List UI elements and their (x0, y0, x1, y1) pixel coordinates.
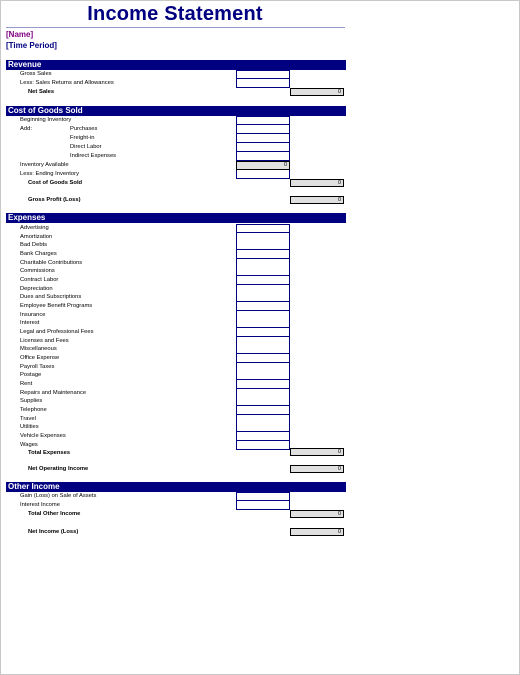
expense-label: Commissions (20, 268, 55, 275)
expense-label: Charitable Contributions (20, 259, 83, 266)
expense-input[interactable] (236, 267, 290, 276)
expense-input[interactable] (236, 423, 290, 432)
expense-label: Vehicle Expenses (20, 432, 66, 439)
gain-loss-input[interactable] (236, 492, 290, 501)
expense-label: Advertising (20, 225, 49, 231)
indirect-expenses-input[interactable] (236, 152, 290, 161)
expense-input[interactable] (236, 432, 290, 441)
expense-label: Supplies (20, 398, 43, 405)
expense-label: Licenses and Fees (20, 337, 69, 344)
expense-input[interactable] (236, 389, 290, 398)
sales-returns-input[interactable] (236, 79, 290, 88)
direct-labor-label: Direct Labor (70, 144, 102, 150)
interest-income-label: Interest Income (20, 502, 60, 508)
add-label: Add: (20, 126, 32, 132)
expense-input[interactable] (236, 354, 290, 363)
expense-input[interactable] (236, 250, 290, 259)
net-sales-total: 0 (290, 88, 344, 96)
expense-label: Utilities (20, 424, 39, 431)
total-expenses: 0 (290, 448, 344, 456)
expense-label: Legal and Professional Fees (20, 328, 94, 335)
expense-input[interactable] (236, 293, 290, 302)
expense-input[interactable] (236, 241, 290, 250)
expense-label: Telephone (20, 406, 47, 413)
expense-label: Payroll Taxes (20, 363, 55, 370)
expense-label: Bank Charges (20, 250, 57, 257)
expense-input[interactable] (236, 328, 290, 337)
expense-input[interactable] (236, 415, 290, 424)
name-placeholder[interactable]: [Name] (6, 30, 34, 39)
expense-label: Depreciation (20, 285, 53, 292)
other-income-header: Other Income (6, 482, 346, 492)
total-other-income: 0 (290, 510, 344, 518)
ending-inventory-input[interactable] (236, 170, 290, 179)
expense-label: Repairs and Maintenance (20, 389, 87, 396)
revenue-header: Revenue (6, 60, 346, 70)
expense-label: Travel (20, 415, 36, 422)
beginning-inventory-label: Beginning Inventory (20, 117, 72, 123)
expense-input[interactable] (236, 406, 290, 415)
interest-income-input[interactable] (236, 501, 290, 510)
expense-input[interactable] (236, 259, 290, 268)
time-period-placeholder[interactable]: [Time Period] (6, 41, 57, 50)
gross-profit-total: 0 (290, 196, 344, 204)
gross-sales-label: Gross Sales (20, 71, 52, 77)
cogs-total: 0 (290, 179, 344, 187)
expenses-header: Expenses (6, 213, 346, 223)
expense-label: Office Expense (20, 354, 60, 361)
expense-label: Amortization (20, 233, 53, 240)
expense-input[interactable] (236, 319, 290, 328)
net-operating-income: 0 (290, 465, 344, 473)
expense-label: Contract Labor (20, 276, 59, 283)
sales-returns-label: Less: Sales Returns and Allowances (20, 80, 114, 86)
expense-input[interactable] (236, 224, 290, 233)
expense-input[interactable] (236, 363, 290, 372)
direct-labor-input[interactable] (236, 143, 290, 152)
net-income-total: 0 (290, 528, 344, 536)
expense-label: Insurance (20, 311, 46, 318)
expense-input[interactable] (236, 302, 290, 311)
net-income-label: Net Income (Loss) (28, 529, 79, 535)
gain-loss-label: Gain (Loss) on Sale of Assets (20, 493, 97, 499)
beginning-inventory-input[interactable] (236, 116, 290, 125)
page-title: Income Statement (87, 3, 263, 25)
expense-label: Bad Debts (20, 242, 48, 249)
expense-input[interactable] (236, 345, 290, 354)
expense-input[interactable] (236, 311, 290, 320)
expense-input[interactable] (236, 285, 290, 294)
cogs-total-label: Cost of Goods Sold (28, 180, 83, 186)
ending-inventory-label: Less: Ending Inventory (20, 171, 79, 177)
expense-label: Dues and Subscriptions (20, 294, 82, 301)
net-operating-income-label: Net Operating Income (28, 466, 89, 472)
net-sales-label: Net Sales (28, 89, 55, 95)
expense-input[interactable] (236, 380, 290, 389)
expense-label: Employee Benefit Programs (20, 302, 93, 309)
expense-label: Wages (20, 441, 38, 448)
total-other-income-label: Total Other Income (28, 511, 81, 517)
indirect-expenses-label: Indirect Expenses (70, 153, 117, 159)
gross-profit-label: Gross Profit (Loss) (28, 197, 81, 203)
expense-input[interactable] (236, 337, 290, 346)
expense-input[interactable] (236, 397, 290, 406)
total-expenses-label: Total Expenses (28, 450, 71, 456)
expense-label: Interest (20, 320, 40, 327)
gross-sales-input[interactable] (236, 70, 290, 79)
cogs-header: Cost of Goods Sold (6, 106, 346, 116)
inventory-available-value: 0 (236, 161, 290, 170)
inventory-available-label: Inventory Available (20, 162, 69, 168)
expense-input[interactable] (236, 276, 290, 285)
freight-in-input[interactable] (236, 134, 290, 143)
purchases-input[interactable] (236, 125, 290, 134)
purchases-label: Purchases (70, 126, 98, 132)
expense-input[interactable] (236, 233, 290, 242)
expense-input[interactable] (236, 371, 290, 380)
expense-label: Miscellaneous (20, 346, 57, 353)
freight-in-label: Freight-in (70, 135, 95, 141)
expense-label: Postage (20, 372, 42, 379)
title-divider (6, 27, 345, 28)
expense-input[interactable] (236, 441, 290, 450)
expense-label: Rent (20, 380, 33, 387)
